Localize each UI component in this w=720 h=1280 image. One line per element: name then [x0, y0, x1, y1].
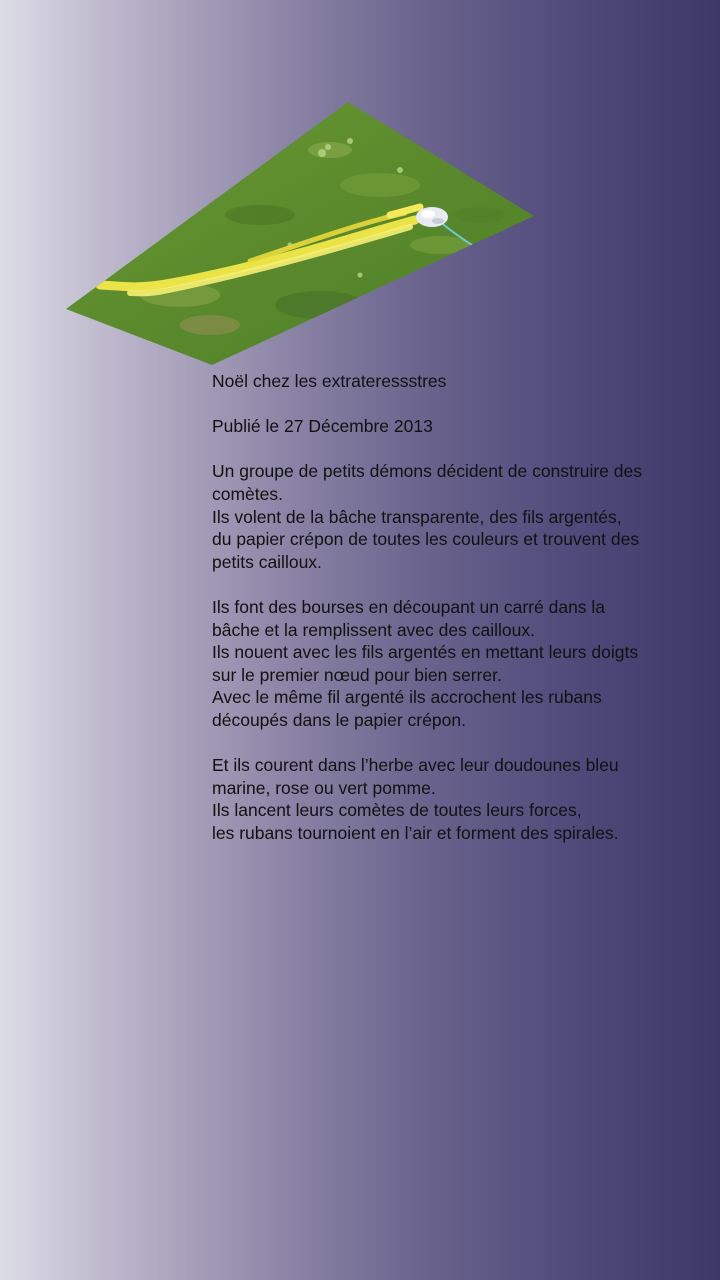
comet-photo: [60, 95, 540, 370]
article-title: Noël chez les extrateressstres: [212, 371, 447, 391]
paragraph-line: Et ils courent dans l’herbe avec leur doudounes bleu marine, rose ou vert pomme.: [212, 755, 619, 798]
paragraph-line: Ils nouent avec les fils argentés en mettant leurs doigts sur le premier nœud pour bien serrer.: [212, 642, 639, 685]
article-paragraph: [212, 754, 652, 844]
paragraph-line: Ils font des bourses en découpant un carré dans la bâche et la remplissent avec des cailloux.: [212, 596, 606, 640]
article-paragraph: [212, 596, 652, 732]
paragraph-line: Un groupe de petits démons décident de construire des comètes.: [212, 461, 642, 504]
paragraph-line: les rubans tournoient en l’air et forment des spirales.: [212, 822, 619, 843]
paragraph-line: Ils volent de la bâche transparente, des fils argentés,: [212, 506, 622, 527]
publish-date: Publié le 27 Décembre 2013: [212, 416, 433, 437]
article-paragraph: [212, 460, 652, 573]
paragraph-line: Ils lancent leurs comètes de toutes leurs forces,: [212, 800, 582, 821]
paragraph-line: Avec le même fil argenté ils accrochent les rubans découpés dans le papier crépon.: [212, 687, 602, 730]
article: [212, 370, 652, 867]
paragraph-line: du papier crépon de toutes les couleurs et trouvent des petits cailloux.: [212, 529, 640, 572]
